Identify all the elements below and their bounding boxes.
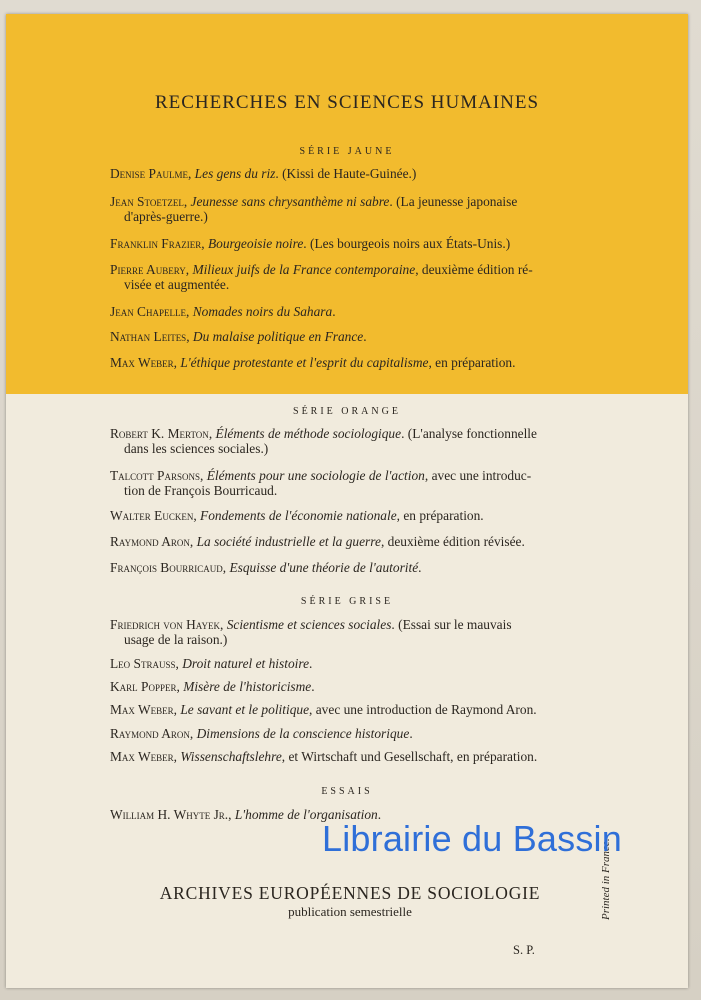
- author: Raymond Aron: [110, 534, 190, 549]
- journal-title: ARCHIVES EUROPÉENNES DE SOCIOLOGIE: [159, 883, 541, 903]
- work-title: Esquisse d'une théorie de l'autorité: [229, 560, 419, 575]
- author: Max Weber: [110, 749, 174, 764]
- series-heading-essais: ESSAIS: [321, 786, 373, 797]
- entry-note: .: [311, 679, 315, 694]
- entry-note: , avec une introduction de Raymond Aron.: [309, 702, 537, 717]
- work-title: L'homme de l'organisation: [234, 807, 378, 822]
- entry-note: .: [377, 807, 382, 822]
- author: Denise Paulme: [110, 166, 188, 181]
- separator: ,: [183, 194, 191, 209]
- entry-note: .: [309, 656, 313, 671]
- author: William H. Whyte Jr.: [110, 807, 229, 822]
- entry: [110, 468, 615, 498]
- entry-continuation: visée et augmentée.: [124, 277, 230, 292]
- separator: ,: [193, 508, 201, 523]
- cover-title: RECHERCHES EN SCIENCES HUMAINES: [154, 92, 540, 113]
- entry: [110, 617, 615, 647]
- author: Walter Eucken: [110, 508, 194, 523]
- entry-note: , avec une introduc-: [424, 468, 532, 483]
- work-title: Nomades noirs du Sahara: [192, 304, 333, 319]
- author: Max Weber: [110, 702, 174, 717]
- separator: ,: [199, 468, 207, 483]
- work-title: L'éthique protestante et l'esprit du capitalisme: [180, 355, 429, 370]
- separator: ,: [219, 617, 227, 632]
- work-title: Le savant et le politique: [180, 702, 310, 717]
- work-title: Wissenschaftslehre: [180, 749, 282, 764]
- work-title: Les gens du riz: [194, 166, 276, 181]
- author: Leo Strauss: [110, 656, 176, 671]
- author: Max Weber: [110, 355, 174, 370]
- series-heading-orange: SÉRIE ORANGE: [293, 406, 401, 417]
- separator: ,: [222, 560, 230, 575]
- entry: [110, 749, 615, 764]
- series-heading-grise: SÉRIE GRISE: [300, 596, 394, 607]
- printed-in-france: Printed in France.: [600, 838, 612, 920]
- entry-note: , en préparation.: [428, 355, 516, 370]
- entry-note: .: [418, 560, 422, 575]
- author: Franklin Frazier: [110, 236, 202, 251]
- work-title: Éléments pour une sociologie de l'action: [206, 468, 425, 483]
- entry-continuation: tion de François Bourricaud.: [124, 483, 278, 498]
- author: Jean Chapelle: [110, 304, 186, 319]
- entry: [110, 194, 615, 224]
- entry-note: . (L'analyse fonctionnelle: [401, 426, 537, 441]
- work-title: Bourgeoisie noire: [207, 236, 304, 251]
- author: Friedrich von Hayek: [110, 617, 220, 632]
- separator: ,: [175, 656, 183, 671]
- entry: [110, 426, 615, 456]
- separator: ,: [187, 166, 195, 181]
- entry: [110, 702, 615, 717]
- author: François Bourricaud: [110, 560, 223, 575]
- entry: [110, 726, 615, 741]
- work-title: Milieux juifs de la France contemporaine: [192, 262, 416, 277]
- journal-subtitle: publication semestrielle: [288, 904, 412, 919]
- work-title: Fondements de l'économie nationale: [200, 508, 397, 523]
- separator: ,: [173, 749, 181, 764]
- entry-note: , deuxième édition révisée.: [380, 534, 525, 549]
- author: Jean Stoetzel: [110, 194, 184, 209]
- separator: ,: [186, 329, 193, 344]
- work-title: Scientisme et sciences sociales: [226, 617, 392, 632]
- separator: ,: [176, 679, 184, 694]
- entry: [110, 355, 615, 370]
- work-title: Droit naturel et histoire: [182, 656, 310, 671]
- author: Pierre Aubery: [110, 262, 186, 277]
- separator: ,: [208, 426, 216, 441]
- entry-note: , deuxième édition ré-: [415, 262, 533, 277]
- entry-note: , en préparation.: [396, 508, 484, 523]
- author: Raymond Aron: [110, 726, 190, 741]
- separator: ,: [189, 726, 197, 741]
- entry: [110, 236, 615, 251]
- bookseller-watermark: Librairie du Bassin: [322, 818, 622, 859]
- entry-note: . (Les bourgeois noirs aux États-Unis.): [303, 236, 511, 251]
- entry: [110, 679, 615, 694]
- author: Nathan Leites: [110, 329, 187, 344]
- work-title: La société industrielle et la guerre: [196, 534, 381, 549]
- separator: ,: [189, 534, 197, 549]
- entry-note: . (Essai sur le mauvais: [391, 617, 512, 632]
- separator: ,: [185, 262, 193, 277]
- entry: [110, 560, 615, 575]
- separator: ,: [185, 304, 193, 319]
- work-title: Éléments de méthode sociologique: [215, 426, 402, 441]
- separator: ,: [201, 236, 208, 251]
- entry-note: . (La jeunesse japonaise: [389, 194, 518, 209]
- entry-continuation: dans les sciences sociales.): [124, 441, 269, 456]
- entry: [110, 329, 615, 344]
- entry-note: . (Kissi de Haute-Guinée.): [275, 166, 417, 181]
- work-title: Du malaise politique en France: [192, 329, 364, 344]
- entry: [110, 304, 615, 319]
- entry-note: .: [409, 726, 413, 741]
- entry-continuation: usage de la raison.): [124, 632, 228, 647]
- work-title: Jeunesse sans chrysanthème ni sabre: [190, 194, 390, 209]
- separator: ,: [228, 807, 235, 822]
- entry: [110, 166, 615, 181]
- separator: ,: [173, 355, 181, 370]
- author: Karl Popper: [110, 679, 177, 694]
- entry-continuation: d'après-guerre.): [124, 209, 208, 224]
- entry-note: .: [363, 329, 367, 344]
- author: Talcott Parsons: [110, 468, 200, 483]
- sp-mark: S. P.: [513, 943, 535, 957]
- entry: [110, 656, 615, 671]
- work-title: Misère de l'historicisme: [183, 679, 312, 694]
- author: Robert K. Merton: [110, 426, 209, 441]
- series-heading-jaune: SÉRIE JAUNE: [299, 146, 395, 157]
- entry: [110, 262, 615, 292]
- separator: ,: [173, 702, 181, 717]
- entry-note: .: [332, 304, 336, 319]
- entry: [110, 508, 615, 523]
- entry-note: , et Wirtschaft und Gesellschaft, en préparation.: [281, 749, 538, 764]
- entry: [110, 534, 615, 549]
- work-title: Dimensions de la conscience historique: [196, 726, 410, 741]
